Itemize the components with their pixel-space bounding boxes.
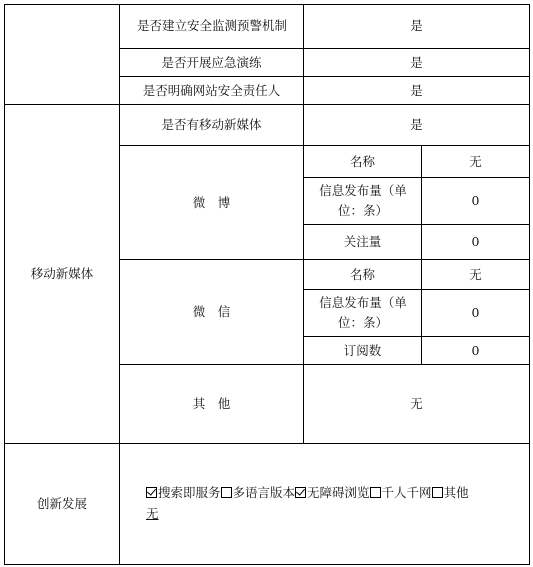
label-has-mobile-media-text: 是否有移动新媒体: [161, 117, 262, 132]
label-other: [120, 365, 303, 443]
label-site-responsible: [120, 77, 303, 104]
wechat-posts-label: [318, 290, 408, 336]
weibo-followers-value: [422, 225, 529, 259]
innovation-other-text: 无: [146, 506, 159, 521]
wechat-subscribers-value-text: 0: [471, 342, 480, 358]
wechat-name-label: [304, 260, 421, 289]
label-monitoring-warning: [128, 4, 296, 48]
weibo-name-label: [304, 146, 421, 177]
wechat-name-value: [422, 260, 529, 289]
label-other-text: 其 他: [192, 396, 231, 411]
checkbox-unchecked-icon[interactable]: [370, 487, 381, 498]
wechat-posts-value: [422, 290, 529, 336]
innovation-options: [146, 482, 528, 524]
weibo-name-label-text: 名称: [349, 153, 375, 169]
wechat-name-value-text: 无: [469, 266, 482, 282]
option-search-as-service[interactable]: [146, 485, 221, 500]
value-emergency-drill-text: 是: [410, 54, 423, 70]
option-multilingual-label: 多语言版本: [232, 485, 296, 500]
weibo-followers-label-text: 关注量: [343, 234, 382, 249]
label-site-responsible-text: 是否明确网站安全责任人: [142, 82, 281, 98]
label-emergency-drill-text: 是否开展应急演练: [161, 54, 262, 70]
value-has-mobile-media-text: 是: [410, 117, 423, 132]
weibo-name-value: [422, 146, 529, 177]
value-emergency-drill: [304, 49, 529, 76]
option-personalized-label: 千人千网: [381, 485, 432, 500]
section-innovation-text: 创新发展: [36, 496, 87, 511]
option-search-as-service-label: 搜索即服务: [158, 485, 221, 500]
weibo-followers-label: [304, 225, 421, 259]
option-other[interactable]: [432, 485, 469, 500]
option-accessible-browsing-label: 无障碍浏览: [307, 485, 370, 500]
wechat-posts-value-text: 0: [471, 305, 480, 320]
wechat-posts-label-text: 信息发布量（单位：条）: [319, 295, 407, 330]
label-emergency-drill: [120, 49, 303, 76]
wechat-subscribers-label: [304, 337, 421, 364]
weibo-posts-label: [318, 178, 408, 224]
value-other-text: 无: [410, 396, 423, 411]
checkbox-unchecked-icon[interactable]: [432, 487, 443, 498]
section-innovation: [5, 444, 119, 564]
checkbox-unchecked-icon[interactable]: [221, 487, 232, 498]
value-site-responsible-text: 是: [410, 82, 423, 98]
option-other-label: 其他: [443, 485, 469, 500]
label-wechat-text: 微 信: [192, 304, 231, 319]
label-monitoring-warning-text: 是否建立安全监测预警机制: [136, 18, 287, 33]
section-mobile-media-text: 移动新媒体: [30, 266, 94, 281]
value-site-responsible: [304, 77, 529, 104]
weibo-posts-value-text: 0: [471, 193, 480, 208]
weibo-followers-value-text: 0: [471, 234, 480, 249]
checkbox-checked-icon[interactable]: [146, 487, 157, 498]
value-other: [304, 365, 529, 443]
value-monitoring-warning: [304, 4, 529, 48]
wechat-subscribers-label-text: 订阅数: [343, 342, 382, 358]
option-multilingual[interactable]: [221, 485, 296, 500]
border-bottom: [4, 564, 530, 565]
weibo-posts-label-text: 信息发布量（单位：条）: [319, 183, 407, 218]
label-wechat: [120, 260, 303, 364]
label-weibo-text: 微 博: [192, 194, 231, 210]
section-mobile-media: [5, 105, 119, 443]
label-has-mobile-media: [120, 105, 303, 145]
border-right: [529, 4, 530, 565]
option-personalized[interactable]: [370, 485, 432, 500]
weibo-posts-value: [422, 178, 529, 224]
wechat-subscribers-value: [422, 337, 529, 364]
weibo-name-value-text: 无: [469, 153, 482, 169]
value-has-mobile-media: [304, 105, 529, 145]
value-monitoring-warning-text: 是: [410, 18, 423, 33]
option-accessible-browsing[interactable]: [295, 485, 370, 500]
wechat-name-label-text: 名称: [349, 266, 375, 282]
label-weibo: [120, 146, 303, 259]
checkbox-checked-icon[interactable]: [295, 487, 306, 498]
